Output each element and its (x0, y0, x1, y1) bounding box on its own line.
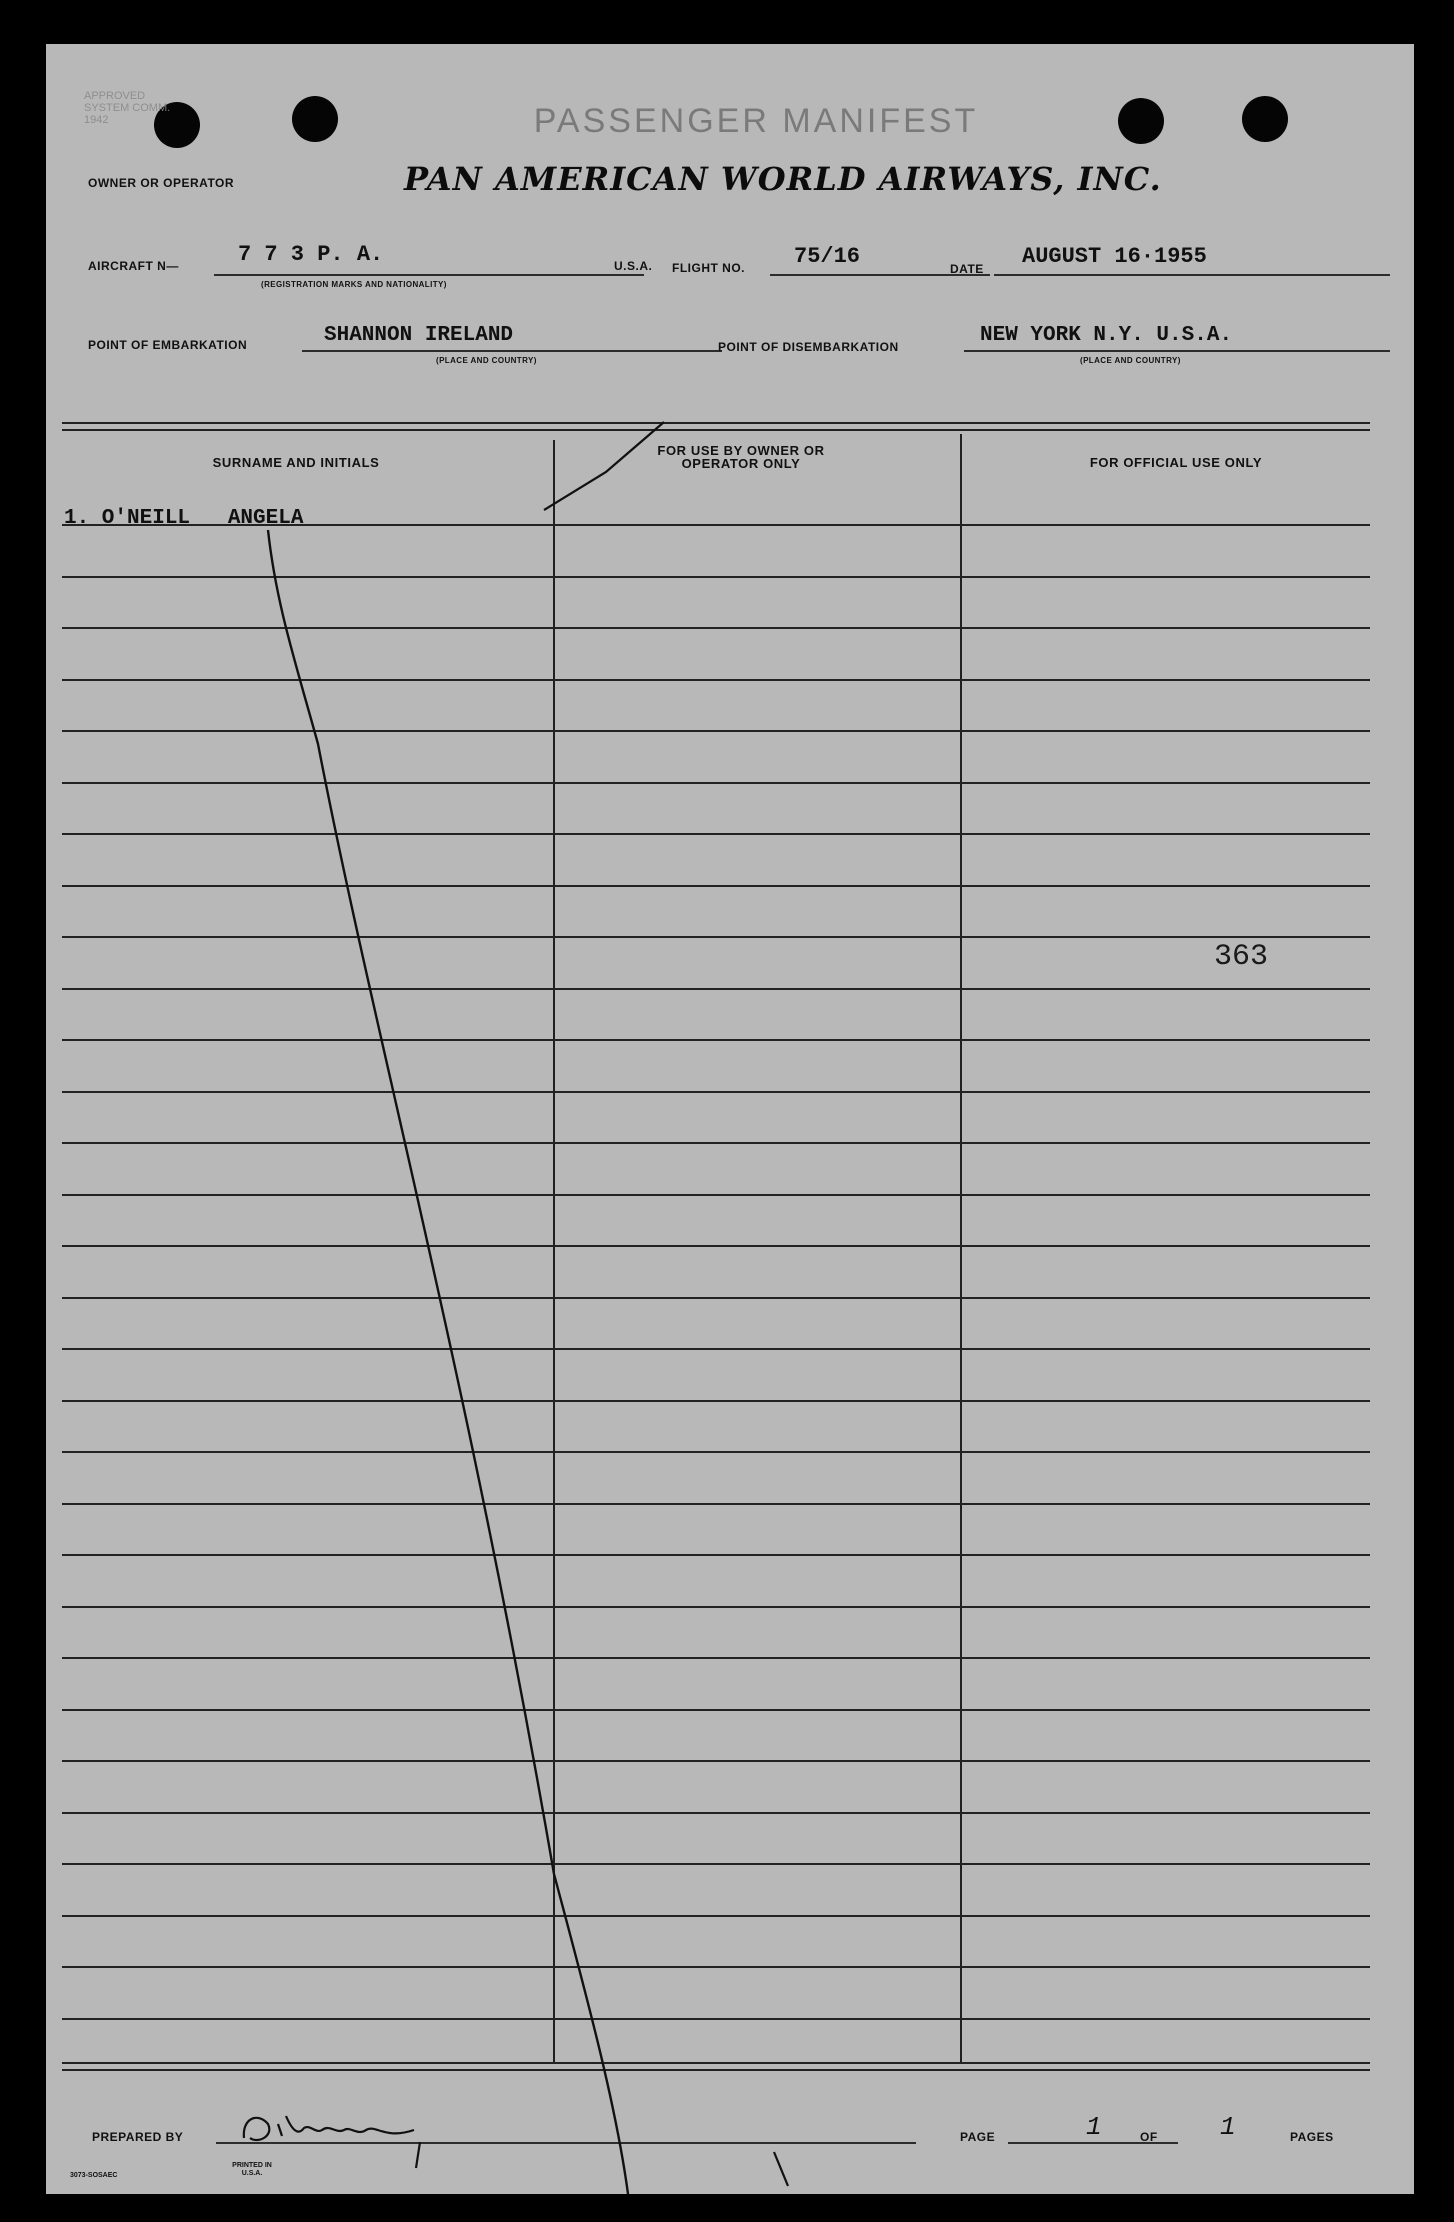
form-number: 3073-SOSAEC (70, 2172, 118, 2179)
manifest-sheet (46, 44, 1414, 2194)
page-total: 1 (1220, 2112, 1236, 2142)
aircraft-value: 7 7 3 P. A. (238, 242, 384, 267)
of-label: OF (1140, 2130, 1158, 2144)
prepared-by-label: PREPARED BY (92, 2130, 184, 2144)
check-mark (544, 422, 664, 510)
pages-label: PAGES (1290, 2130, 1334, 2144)
embarkation-caption: (PLACE AND COUNTRY) (436, 356, 537, 365)
page-title: PASSENGER MANIFEST (533, 102, 979, 140)
column-header-official: FOR OFFICIAL USE ONLY (1089, 455, 1263, 470)
ink-annotations (46, 44, 1414, 2194)
country-label: U.S.A. (614, 259, 653, 273)
page-label: PAGE (960, 2130, 996, 2144)
owner-label: OWNER OR OPERATOR (88, 176, 235, 190)
date-value: AUGUST 16·1955 (1022, 244, 1207, 269)
disembarkation-label: POINT OF DISEMBARKATION (718, 340, 899, 354)
passenger-entry: 1. O'NEILL ANGELA (64, 507, 304, 530)
flight-label: FLIGHT NO. (672, 261, 745, 275)
printed-label: PRINTED IN U.S.A. (232, 2162, 272, 2177)
column-header-surname: SURNAME AND INITIALS (212, 455, 380, 470)
flight-value: 75/16 (794, 244, 861, 269)
aircraft-caption: (REGISTRATION MARKS AND NATIONALITY) (261, 280, 447, 289)
company-name: PAN AMERICAN WORLD AIRWAYS, INC. (404, 160, 1162, 198)
signature (244, 2116, 420, 2168)
official-number: 363 (1214, 940, 1269, 974)
date-label: DATE (950, 262, 984, 276)
aircraft-label: AIRCRAFT N— (88, 259, 179, 273)
footer-stray-mark (774, 2152, 788, 2186)
disembarkation-caption: (PLACE AND COUNTRY) (1080, 356, 1181, 365)
column-header-operator: FOR USE BY OWNER OR OPERATOR ONLY (657, 443, 825, 471)
cancel-line (268, 530, 628, 2194)
page-number: 1 (1086, 2112, 1102, 2142)
embarkation-label: POINT OF EMBARKATION (88, 338, 248, 352)
embarkation-value: SHANNON IRELAND (324, 324, 514, 347)
disembarkation-value: NEW YORK N.Y. U.S.A. (980, 324, 1233, 347)
approval-stamp: APPROVED SYSTEM COMM. 1942 (84, 90, 171, 126)
